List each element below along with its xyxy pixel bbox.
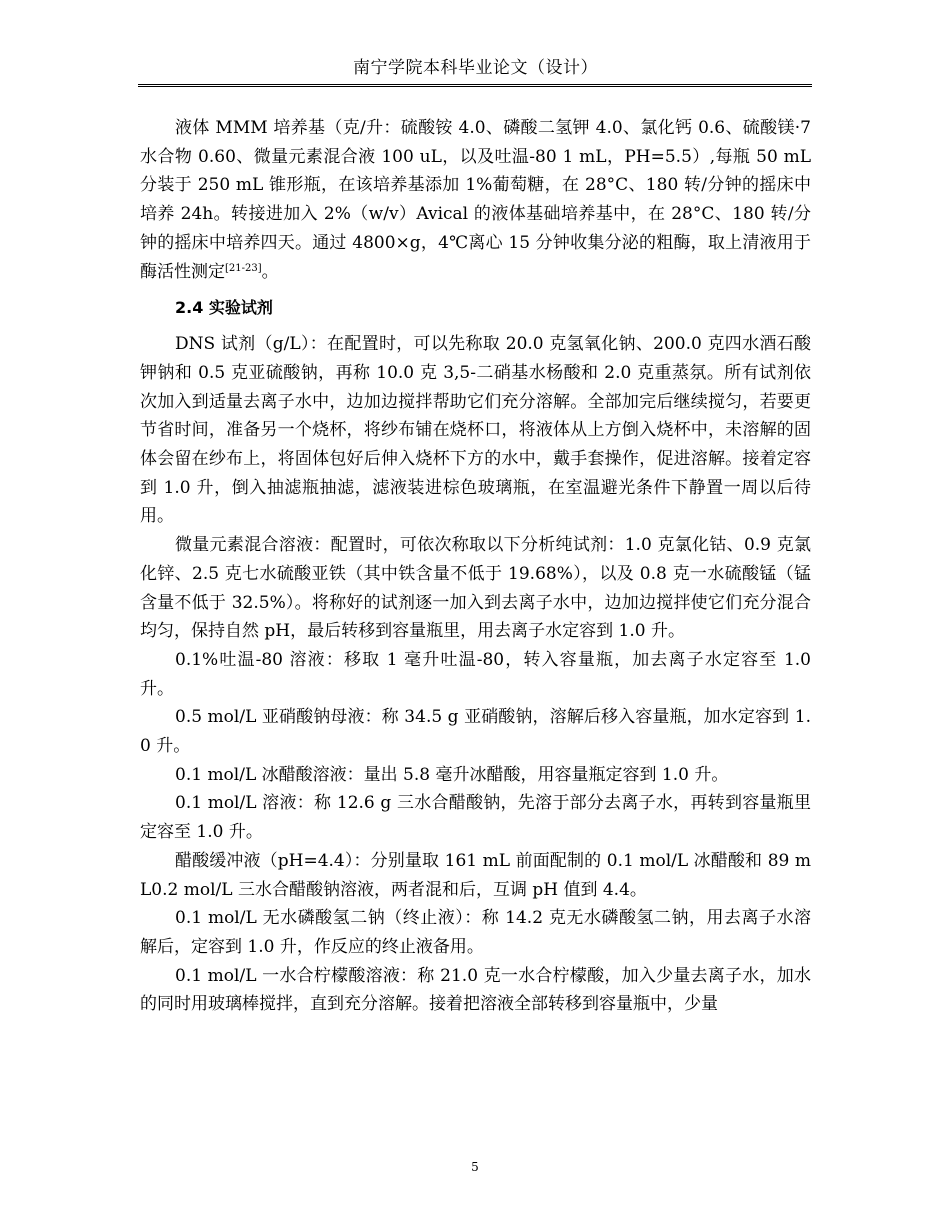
header-rule bbox=[138, 84, 812, 87]
paragraph-trace-element-solution: 微量元素混合溶液：配置时，可依次称取以下分析纯试剂：1.0 克氯化钴、0.9 克氯化锌、2.5 克七水硫酸亚铁（其中铁含量不低于 19.68%），以及 0.8 克一水硫酸锰（锰含量不低于 32.5%）。将称好的试剂逐一加入到去离子水中，边加边搅拌使它们充分混合均匀，保持自然 pH，最后转移到容量瓶里，用去离子水定容到 1.0 升。 bbox=[140, 535, 811, 642]
paragraph-acetate-buffer: 醋酸缓冲液（pH=4.4）：分别量取 161 mL 前面配制的 0.1 mol/L 冰醋酸和 89 mL0.2 mol/L 三水合醋酸钠溶液，两者混和后，互调 pH 值到 4.4。 bbox=[140, 850, 811, 900]
paragraph-stop-solution: 0.1 mol/L 无水磷酸氢二钠（终止液）：称 14.2 克无水磷酸氢二钠，用去离子水溶解后，定容到 1.0 升，作反应的终止液备用。 bbox=[140, 908, 811, 957]
paragraph-end: 。 bbox=[261, 261, 279, 282]
paragraph-liquid-mmm-medium bbox=[140, 114, 811, 286]
paragraph-dns-reagent: DNS 试剂（g/L）：在配置时，可以先称取 20.0 克氢氧化钠、200.0 克四水酒石酸钾钠和 0.5 克亚硫酸钠，再称 10.0 克 3,5-二硝基水杨酸和 2.0 克重蒸氛。所有试剂依次加入到适量去离子水中，边加边搅拌帮助它们充分溶解。全部加完后继续搅匀，若要更节省时间，准备另一个烧杯，将纱布铺在烧杯口，将液体从上方倒入烧杯中，未溶解的固体会留在纱布上，将固体包好后伸入烧杯下方的水中，戴手套操作，促进溶解。接着定容到 1.0 升，倒入抽滤瓶抽滤，滤液装进棕色玻璃瓶，在室温避光条件下静置一周以后待用。 bbox=[140, 334, 811, 527]
paragraph-sodium-nitrite-stock: 0.5 mol/L 亚硝酸钠母液：称 34.5 g 亚硝酸钠，溶解后移入容量瓶，加水定容到 1.0 升。 bbox=[140, 707, 811, 757]
paragraph-sodium-acetate-solution: 0.1 mol/L 溶液：称 12.6 g 三水合醋酸钠，先溶于部分去离子水，再转到容量瓶里定容至 1.0 升。 bbox=[140, 793, 811, 843]
paragraph-tween80-solution: 0.1%吐温-80 溶液：移取 1 毫升吐温-80，转入容量瓶，加去离子水定容至 1.0 升。 bbox=[140, 649, 811, 699]
section-heading: 2.4 实验试剂 bbox=[175, 298, 273, 318]
body-text bbox=[140, 114, 811, 1019]
page-number: 5 bbox=[471, 1160, 479, 1174]
paragraph-acetic-acid-solution: 0.1 mol/L 冰醋酸溶液：量出 5.8 毫升冰醋酸，用容量瓶定容到 1.0 升。 bbox=[175, 764, 729, 785]
running-header: 南宁学院本科毕业论文（设计） bbox=[353, 58, 598, 78]
paragraph-citric-acid-solution: 0.1 mol/L 一水合柠檬酸溶液：称 21.0 克一水合柠檬酸，加入少量去离子水，加水的同时用玻璃棒搅拌，直到充分溶解。接着把溶液全部转移到容量瓶中，少量 bbox=[140, 965, 811, 1015]
paragraph-text: 液体 MMM 培养基（克/升：硫酸铵 4.0、磷酸二氢钾 4.0、氯化钙 0.6、硫酸镁·7水合物 0.60、微量元素混合液 100 uL，以及吐温-80 1 mL，PH=5.5）,每瓶 50 mL 分装于 250 mL 锥形瓶，在该培养基添加 1%葡萄糖，在 28°C、180 转/分钟的摇床中培养 24h。转接进加入 2%（w/v）Avical 的液体基础培养基中，在 28°C、180 转/分钟的摇床中培养四天。通过 4800×g，4℃离心 15 分钟收集分泌的粗酶，取上清液用于酶活性测定 bbox=[140, 118, 811, 282]
citation-ref: [21-23] bbox=[225, 262, 262, 274]
